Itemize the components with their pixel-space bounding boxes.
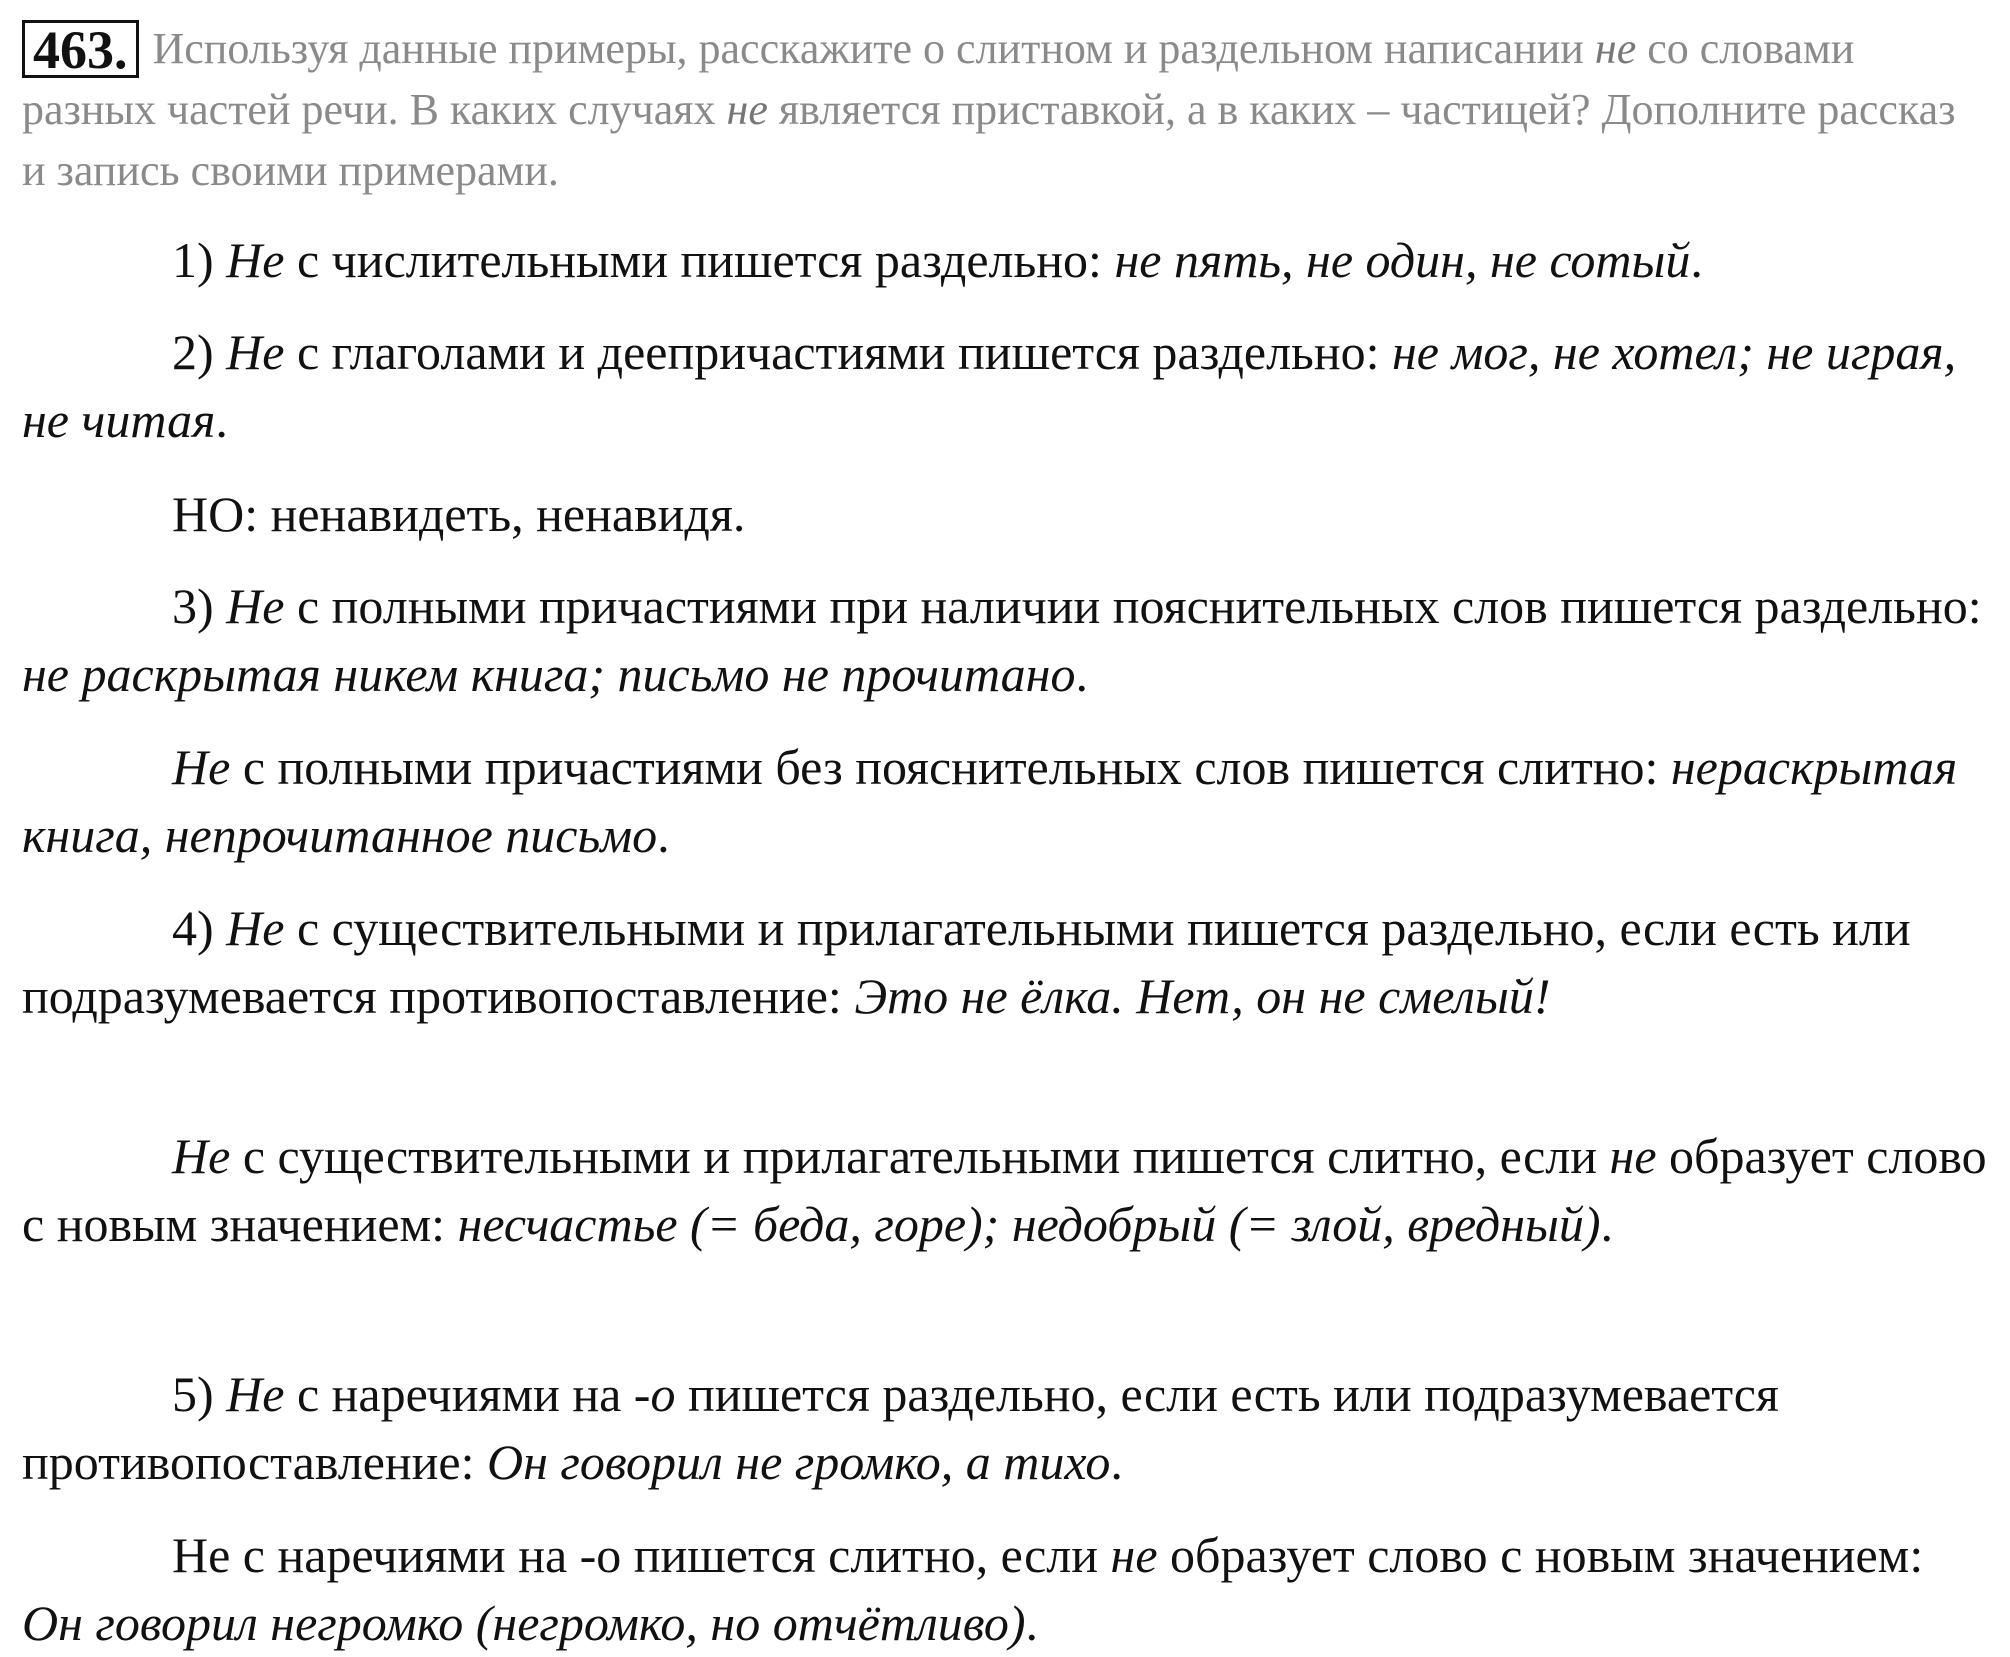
punct: . (657, 807, 670, 863)
rule-text: с наречиями на - (296, 1366, 651, 1422)
rule-number: 5) (172, 1366, 214, 1422)
rule-example: не мог, не хотел; не играя, не читая (22, 324, 1957, 448)
task-number: 463. (22, 20, 139, 78)
rule-text: с существительными и прилагательными пишется раздельно, если есть или подразумевается противопоставление: (22, 900, 1911, 1024)
rule-number: 3) (172, 578, 214, 634)
ne-particle: не (1110, 1527, 1158, 1583)
task-ne-1: не (1594, 24, 1637, 73)
ne-particle: Не (226, 324, 285, 380)
ne-particle: Не (226, 900, 285, 956)
punct: . (1025, 1595, 1038, 1651)
punct: . (1690, 232, 1703, 288)
task-intro-2: со словами разных частей речи. В каких случаях (22, 24, 1855, 134)
rule-text: с полными причастиями при наличии пояснительных слов пишется раздельно: (296, 578, 1982, 634)
rule-4 (22, 894, 1992, 1030)
rule-3 (22, 572, 1992, 708)
rule-text: с числительными пишется раздельно: (296, 232, 1102, 288)
rule-1 (22, 226, 1992, 294)
rule-text: НО: ненавидеть, ненавидя. (172, 486, 746, 542)
rule-text: образует слово с новым значением: (22, 1128, 1987, 1252)
rule-example: нераскрытая книга, непрочитанное письмо (22, 739, 1958, 863)
rule-number: 4) (172, 900, 214, 956)
punct: . (1075, 646, 1088, 702)
rule-text: образует слово с новым значением: (1170, 1527, 1924, 1583)
task-header (22, 18, 1982, 201)
rule-text: с полными причастиями без пояснительных слов пишется слитно: (242, 739, 1659, 795)
rule-2-exception (22, 480, 1992, 548)
task-ne-2: не (726, 85, 768, 134)
rule-3b (22, 733, 1992, 869)
rule-5b (22, 1521, 1992, 1657)
suffix: о (650, 1366, 676, 1422)
rule-example: Это не ёлка. Нет, он не смелый! (854, 968, 1551, 1024)
rule-example: Он говорил не громко, а тихо (487, 1434, 1111, 1490)
ne-particle: не (1609, 1128, 1657, 1184)
ne-particle: Не (226, 578, 285, 634)
punct: . (1600, 1196, 1614, 1252)
rule-4b (22, 1122, 1992, 1258)
rule-example: не пять, не один, не сотый (1114, 232, 1691, 288)
rule-text: Не с наречиями на -о пишется слитно, если (172, 1527, 1111, 1583)
ne-particle: Не (226, 232, 285, 288)
rule-text: с существительными и прилагательными пишется слитно, если (242, 1128, 1598, 1184)
rule-5 (22, 1360, 1992, 1496)
rule-text: с глаголами и деепричастиями пишется раздельно: (296, 324, 1380, 380)
task-intro-1: Используя данные примеры, расскажите о слитном и раздельном написании (152, 24, 1584, 73)
rule-2 (22, 318, 1992, 454)
punct: . (1110, 1434, 1123, 1490)
rule-example: Он говорил негромко (негромко, но отчётливо) (22, 1595, 1026, 1651)
ne-particle: Не (226, 1366, 285, 1422)
rule-example: несчастье (= беда, горе); недобрый (= злой, вредный) (457, 1196, 1601, 1252)
punct: . (215, 392, 228, 448)
rule-number: 1) (172, 232, 214, 288)
rule-number: 2) (172, 324, 214, 380)
ne-particle: Не (172, 1128, 231, 1184)
rule-text: пишется раздельно, если есть или подразумевается противопоставление: (22, 1366, 1779, 1490)
ne-particle: Не (172, 739, 231, 795)
task-intro-3: является приставкой, а в каких – частицей? Дополните рассказ и запись своими примерами. (22, 85, 1956, 195)
rule-example: не раскрытая никем книга; письмо не прочитано (22, 646, 1076, 702)
